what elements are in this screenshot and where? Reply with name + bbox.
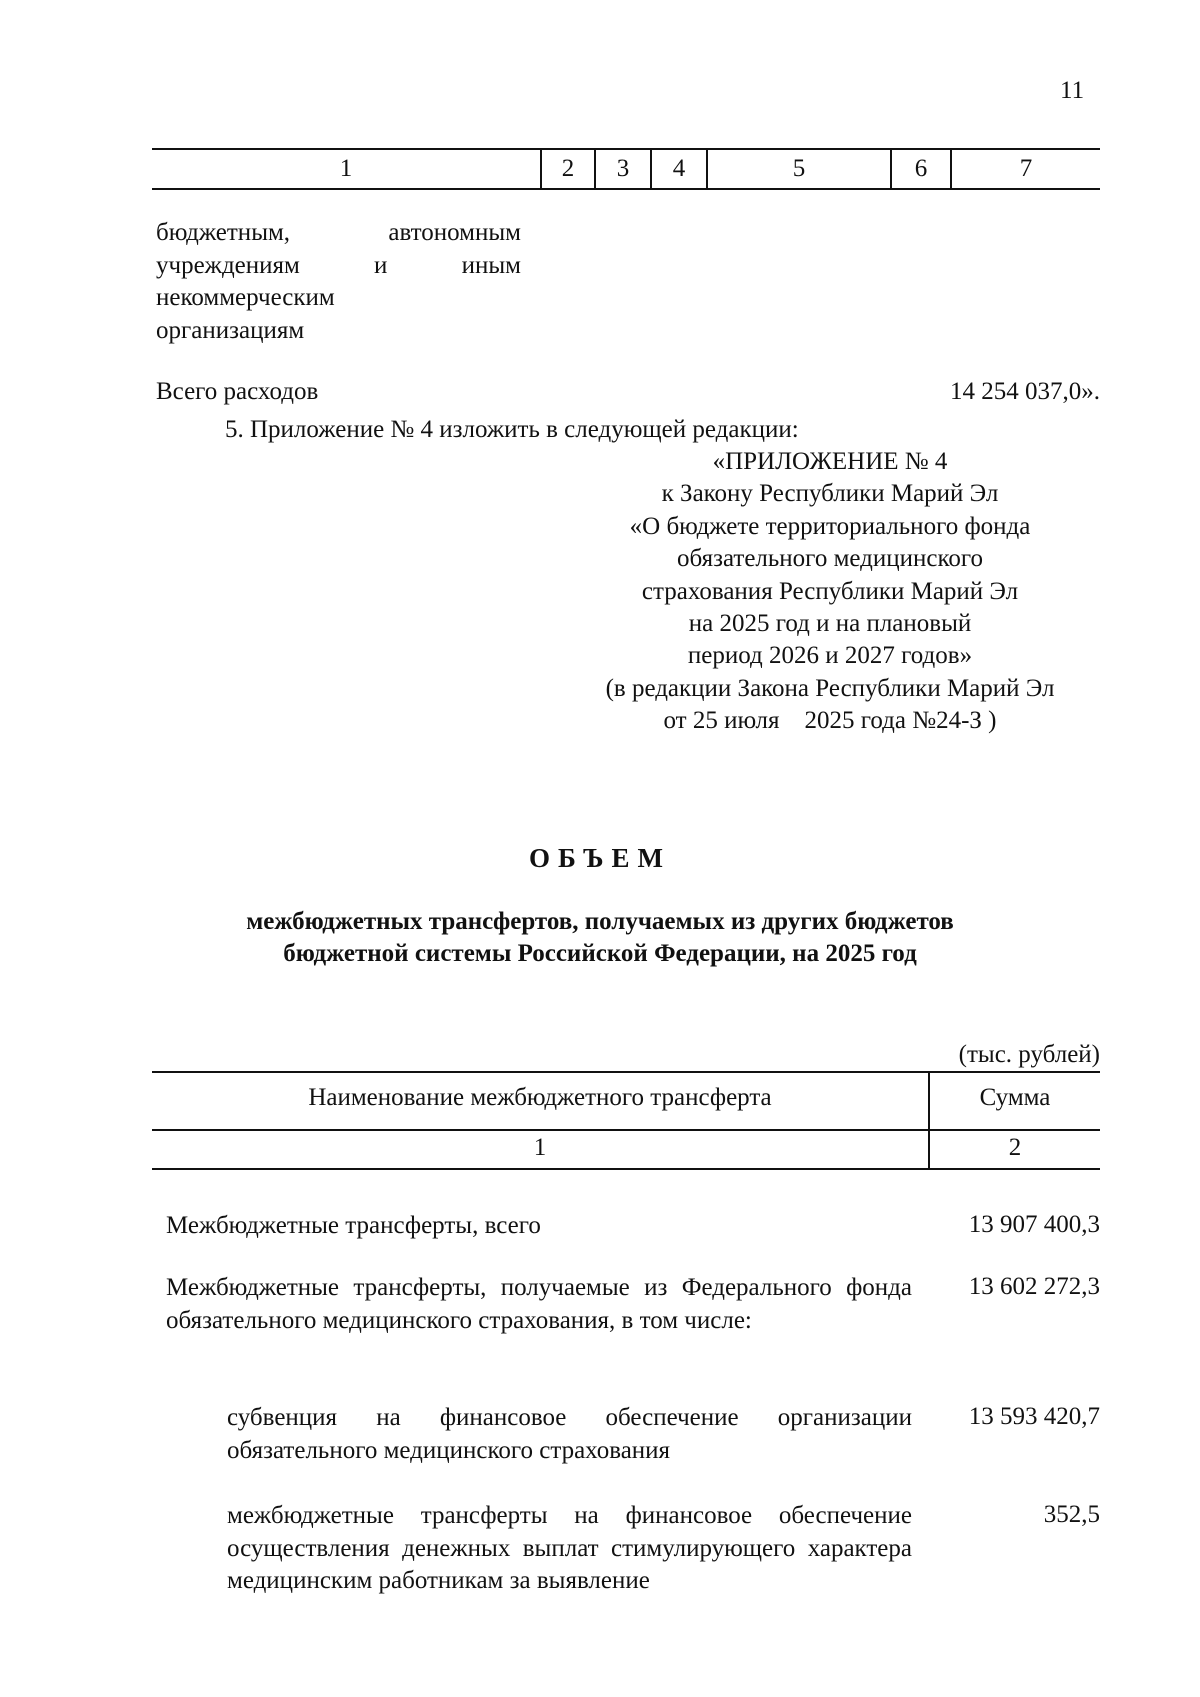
total-expenses-value: 14 254 037,0». xyxy=(950,378,1100,405)
table-row-value: 13 907 400,3 xyxy=(968,1211,1100,1238)
column-number: 7 xyxy=(1019,155,1033,182)
column-number: 3 xyxy=(616,155,630,182)
word: бюджетным, xyxy=(156,219,291,246)
column-number-header xyxy=(152,148,1100,190)
table-row-name: Межбюджетные трансферты, всего xyxy=(166,1212,541,1239)
appendix-header xyxy=(540,446,1120,738)
table-row-value: 13 593 420,7 xyxy=(968,1403,1100,1430)
subtitle-line: межбюджетных трансфертов, получаемых из других бюджетов xyxy=(246,908,954,935)
appendix-line: период 2026 и 2027 годов» xyxy=(687,642,973,670)
table-top-rule xyxy=(152,1071,1100,1073)
page-number: 11 xyxy=(1060,77,1085,104)
appendix-line: на 2025 год и на плановый xyxy=(688,610,972,638)
text-line xyxy=(156,250,521,283)
appendix-line: обязательного медицинского xyxy=(676,545,983,573)
appendix-line: страхования Республики Марий Эл xyxy=(641,577,1019,605)
word: иным xyxy=(461,251,521,279)
document-title: ОБЪЕМ xyxy=(529,843,671,873)
amendment-paragraph: 5. Приложение № 4 изложить в следующей редакции: xyxy=(225,416,799,443)
word: учреждениям xyxy=(156,251,300,279)
appendix-line: «О бюджете территориального фонда xyxy=(629,512,1031,540)
appendix-line: (в редакции Закона Республики Марий Эл xyxy=(605,674,1055,702)
units-label: (тыс. рублей) xyxy=(958,1041,1100,1068)
table-row-value: 352,5 xyxy=(1043,1501,1100,1528)
column-number: 6 xyxy=(914,155,928,182)
appendix-line: «ПРИЛОЖЕНИЕ № 4 xyxy=(712,448,948,475)
continued-row-text xyxy=(156,217,521,347)
column-number: 4 xyxy=(672,155,686,182)
table-row-name: межбюджетные трансферты на финансовое обеспечение осуществления денежных выплат стимулирующего характера медицинским работникам за выявление xyxy=(227,1502,912,1594)
text-line: некоммерческим xyxy=(156,284,335,311)
column-number: 2 xyxy=(561,155,575,182)
word: автономным xyxy=(388,219,521,246)
column-number: 5 xyxy=(792,155,806,182)
document-subtitle xyxy=(0,906,1200,970)
table-numbers-rule xyxy=(152,1168,1100,1170)
appendix-line: к Закону Республики Марий Эл xyxy=(661,480,999,508)
column-header-name: Наименование межбюджетного трансферта xyxy=(308,1084,772,1111)
column-header-sum: Сумма xyxy=(979,1084,1051,1111)
text-line xyxy=(156,217,521,250)
table-row-value: 13 602 272,3 xyxy=(968,1273,1100,1300)
column-number: 1 xyxy=(339,155,353,182)
table-row-name: субвенция на финансовое обеспечение организации обязательного медицинского страхования xyxy=(227,1404,912,1464)
total-expenses-label: Всего расходов xyxy=(156,378,319,405)
word: и xyxy=(374,251,388,279)
subtitle-line: бюджетной системы Российской Федерации, на 2025 год xyxy=(283,940,917,967)
column-number: 1 xyxy=(533,1134,547,1161)
column-number: 2 xyxy=(1008,1134,1022,1161)
table-row-name: Межбюджетные трансферты, получаемые из Федерального фонда обязательного медицинского страхования, в том числе: xyxy=(166,1274,912,1334)
table-header-rule xyxy=(152,1129,1100,1131)
appendix-line: от 25 июля 2025 года №24-З ) xyxy=(663,707,997,735)
text-line: организациям xyxy=(156,316,305,344)
